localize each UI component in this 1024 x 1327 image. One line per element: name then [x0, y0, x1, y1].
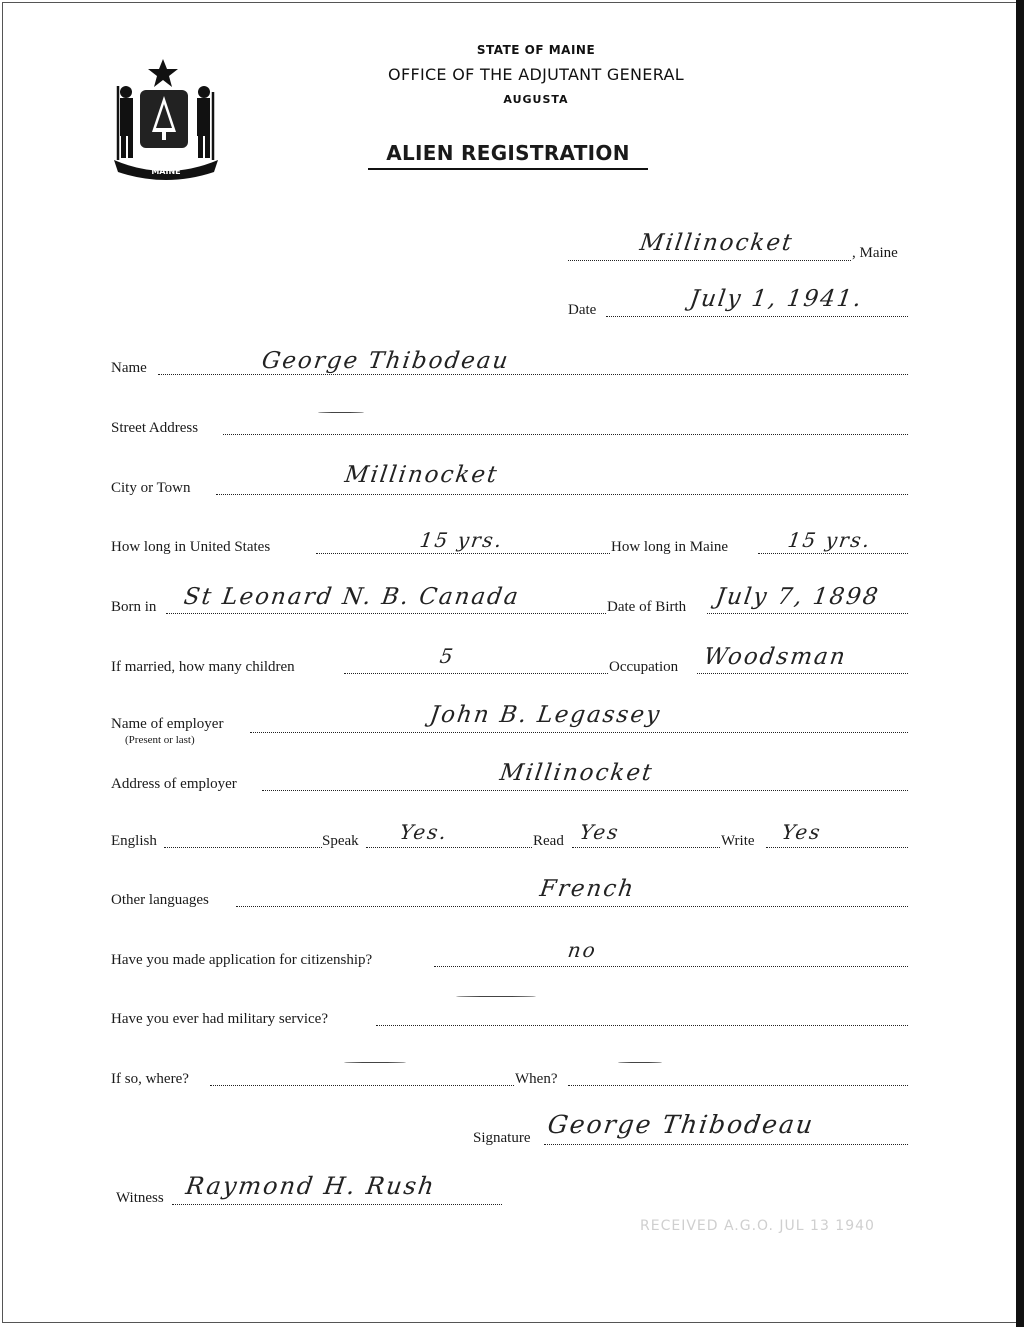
occupation-line [697, 673, 908, 674]
city-heading: AUGUSTA [503, 93, 569, 106]
occupation-value[interactable]: Woodsman [702, 644, 849, 670]
city-label: City or Town [111, 480, 191, 496]
street-address-line [223, 434, 908, 435]
name-label: Name [111, 360, 147, 376]
read-value[interactable]: Yes [578, 820, 622, 844]
other-languages-label: Other languages [111, 892, 209, 908]
how-long-maine-line [758, 553, 908, 554]
when-label: When? [515, 1071, 558, 1087]
employer-address-label: Address of employer [111, 776, 237, 792]
state-heading: STATE OF MAINE [476, 43, 596, 57]
seal-motto: MAINE [151, 167, 181, 176]
street-address-dash [318, 412, 364, 413]
how-long-us-line [316, 553, 610, 554]
employer-value[interactable]: John B. Legassey [428, 702, 663, 728]
military-dash [456, 996, 536, 997]
date-of-birth-value[interactable]: July 7, 1898 [714, 584, 882, 610]
witness-label: Witness [116, 1190, 164, 1206]
scan-edge [1016, 0, 1024, 1327]
where-line [210, 1085, 514, 1086]
how-long-maine-value[interactable]: 15 yrs. [786, 528, 873, 552]
city-line [216, 494, 908, 495]
employer-line [250, 732, 908, 733]
name-value[interactable]: George Thibodeau [260, 348, 512, 374]
maine-label: , Maine [852, 245, 898, 261]
read-line [572, 847, 720, 848]
write-value[interactable]: Yes [780, 820, 824, 844]
name-line [158, 374, 908, 375]
witness-line [172, 1204, 502, 1205]
employer-address-line [262, 790, 908, 791]
signature-value[interactable]: George Thibodeau [545, 1110, 817, 1139]
born-in-value[interactable]: St Leonard N. B. Canada [182, 584, 522, 610]
date-value[interactable]: July 1, 1941. [688, 286, 865, 312]
military-label: Have you ever had military service? [111, 1011, 328, 1027]
citizenship-line [434, 966, 908, 967]
other-languages-value[interactable]: French [538, 876, 637, 902]
where-dash [344, 1062, 406, 1063]
write-label: Write [721, 833, 755, 849]
english-label: English [111, 833, 157, 849]
office-heading: OFFICE OF THE ADJUTANT GENERAL [388, 65, 684, 84]
children-line [344, 673, 608, 674]
form-title: ALIEN REGISTRATION [386, 141, 630, 165]
date-line [606, 316, 908, 317]
how-long-us-label: How long in United States [111, 539, 271, 555]
signature-label: Signature [473, 1130, 531, 1146]
date-of-birth-label: Date of Birth [607, 599, 687, 615]
speak-label: Speak [322, 833, 359, 849]
title-underline [368, 168, 648, 170]
how-long-us-value[interactable]: 15 yrs. [418, 528, 505, 552]
citizenship-label: Have you made application for citizenship? [111, 952, 373, 968]
street-address-label: Street Address [111, 420, 199, 436]
signature-line [544, 1144, 908, 1145]
place-value[interactable]: Millinocket [638, 230, 796, 256]
write-line [766, 847, 908, 848]
other-languages-line [236, 906, 908, 907]
place-line [568, 260, 851, 261]
city-value[interactable]: Millinocket [343, 462, 501, 488]
how-long-maine-label: How long in Maine [611, 539, 729, 555]
employer-label: Name of employer [111, 716, 224, 732]
employer-address-value[interactable]: Millinocket [498, 760, 656, 786]
witness-value[interactable]: Raymond H. Rush [184, 1172, 438, 1200]
when-dash [618, 1062, 662, 1063]
children-value[interactable]: 5 [438, 644, 457, 668]
employer-sublabel: (Present or last) [125, 734, 195, 746]
children-label: If married, how many children [111, 659, 295, 675]
born-in-line [166, 613, 606, 614]
military-line [376, 1025, 908, 1026]
born-in-label: Born in [111, 599, 157, 615]
citizenship-value[interactable]: no [566, 938, 599, 962]
date-of-birth-line [707, 613, 908, 614]
received-stamp: RECEIVED A.G.O. JUL 13 1940 [640, 1218, 875, 1234]
where-label: If so, where? [111, 1071, 189, 1087]
read-label: Read [533, 833, 564, 849]
english-line [164, 847, 322, 848]
occupation-label: Occupation [609, 659, 679, 675]
speak-value[interactable]: Yes. [398, 820, 450, 844]
when-line [568, 1085, 908, 1086]
date-label: Date [568, 302, 597, 318]
speak-line [366, 847, 532, 848]
